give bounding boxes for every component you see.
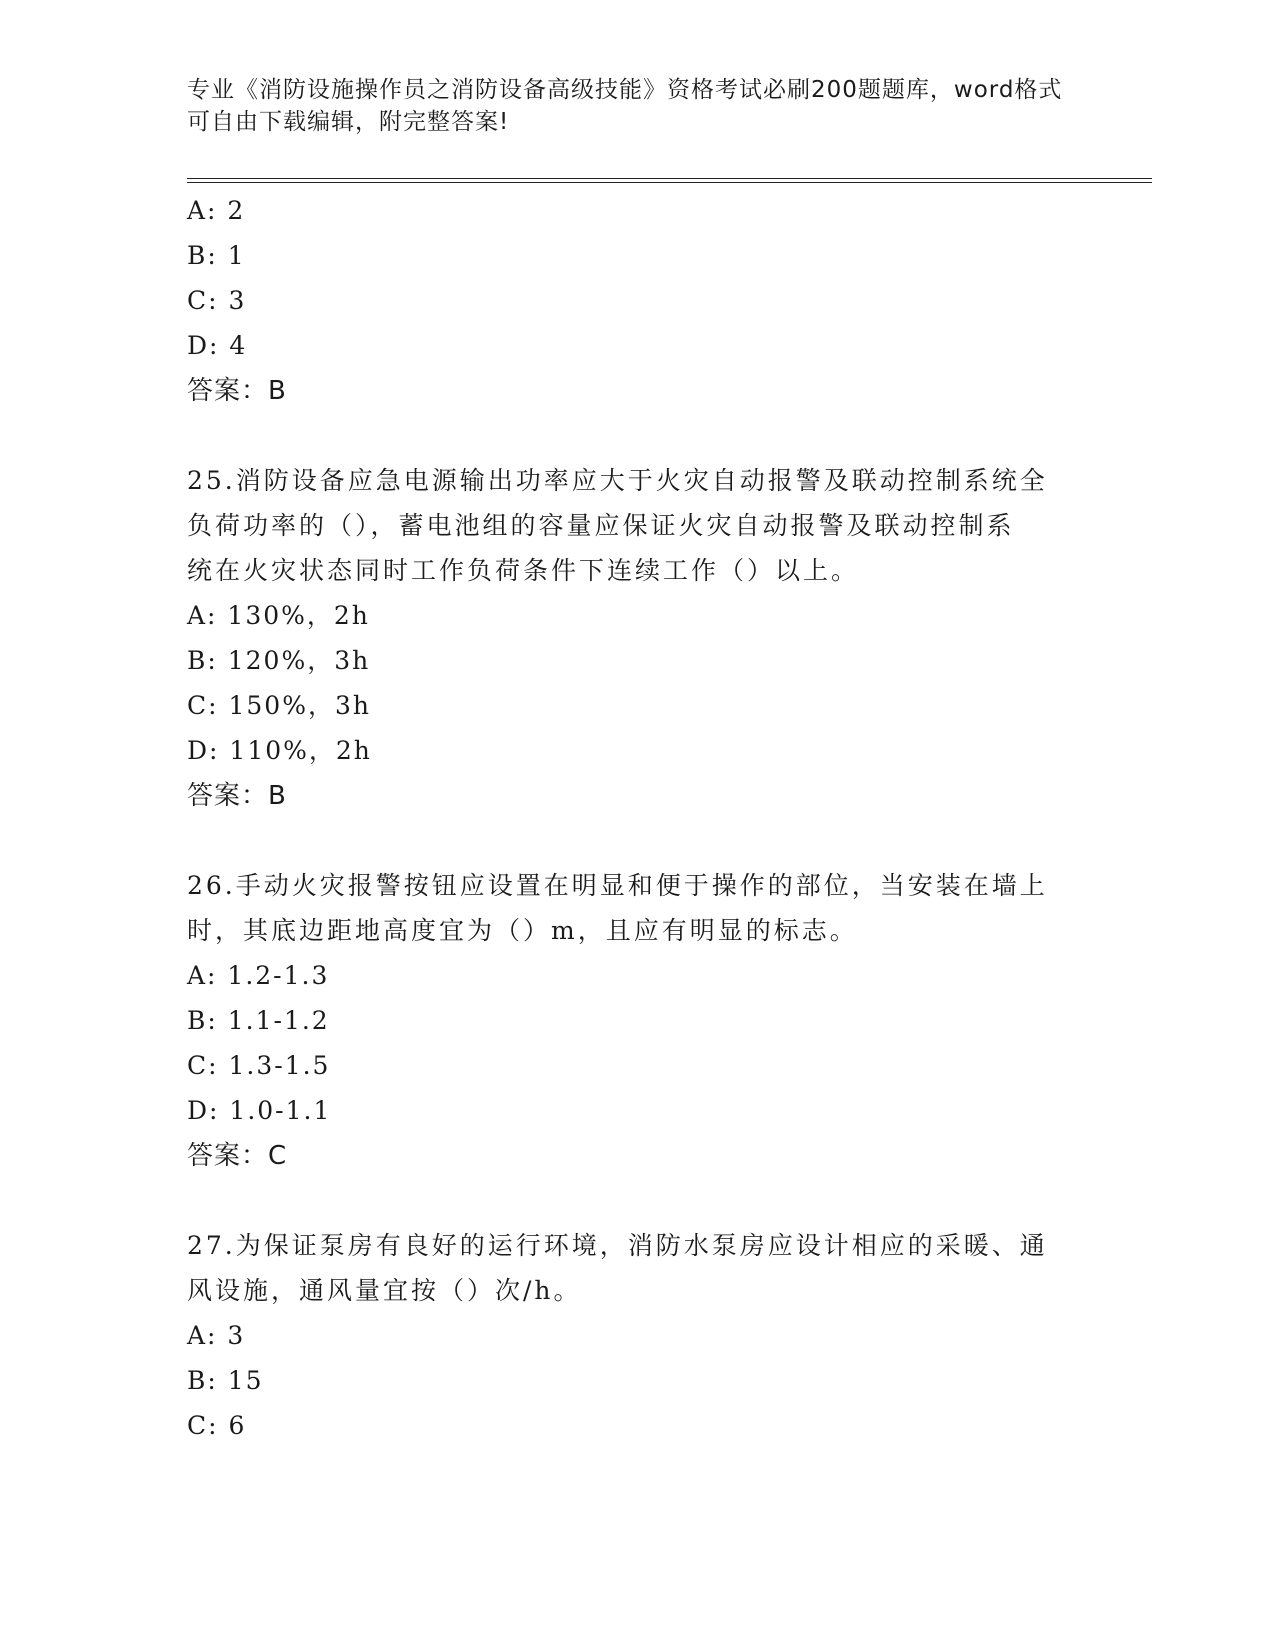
q24-option-b: B: 1: [187, 241, 246, 270]
q24-answer: 答案：B: [187, 376, 287, 406]
q25-option-b: B: 120%，3h: [187, 646, 371, 675]
header-divider-top: [187, 178, 1152, 179]
q27-option-c: C: 6: [187, 1411, 247, 1440]
q26-option-c: C: 1.3-1.5: [187, 1051, 331, 1080]
q27-text-line-2: 风设施，通风量宜按（）次/h。: [187, 1276, 582, 1305]
q24-option-c: C: 3: [187, 286, 247, 315]
q25-text-line-3: 统在火灾状态同时工作负荷条件下连续工作（）以上。: [187, 556, 860, 585]
q25-option-d: D: 110%，2h: [187, 736, 372, 765]
q26-option-b: B: 1.1-1.2: [187, 1006, 330, 1035]
q27-text-line-1: 27.为保证泵房有良好的运行环境，消防水泵房应设计相应的采暖、通: [187, 1231, 1048, 1260]
q25-text-line-2: 负荷功率的（），蓄电池组的容量应保证火灾自动报警及联动控制系: [187, 511, 1015, 540]
header-divider-bottom: [187, 182, 1152, 183]
q26-option-a: A: 1.2-1.3: [187, 961, 330, 990]
q27-option-b: B: 15: [187, 1366, 264, 1395]
q24-option-d: D: 4: [187, 331, 248, 360]
q25-option-a: A: 130%，2h: [187, 601, 370, 630]
q26-option-d: D: 1.0-1.1: [187, 1096, 332, 1125]
q26-text-line-1: 26.手动火灾报警按钮应设置在明显和便于操作的部位，当安装在墙上: [187, 871, 1048, 900]
q25-answer: 答案：B: [187, 781, 287, 811]
q26-answer: 答案：C: [187, 1141, 288, 1171]
q26-text-line-2: 时，其底边距地高度宜为（）m，且应有明显的标志。: [187, 916, 858, 945]
document-header: 专业《消防设施操作员之消防设备高级技能》资格考试必刷200题题库，word格式可自由下载编辑，附完整答案!: [187, 77, 1063, 135]
q25-option-c: C: 150%，3h: [187, 691, 371, 720]
q25-text-line-1: 25.消防设备应急电源输出功率应大于火灾自动报警及联动控制系统全: [187, 466, 1048, 495]
q27-option-a: A: 3: [187, 1321, 246, 1350]
q24-option-a: A: 2: [187, 196, 246, 225]
